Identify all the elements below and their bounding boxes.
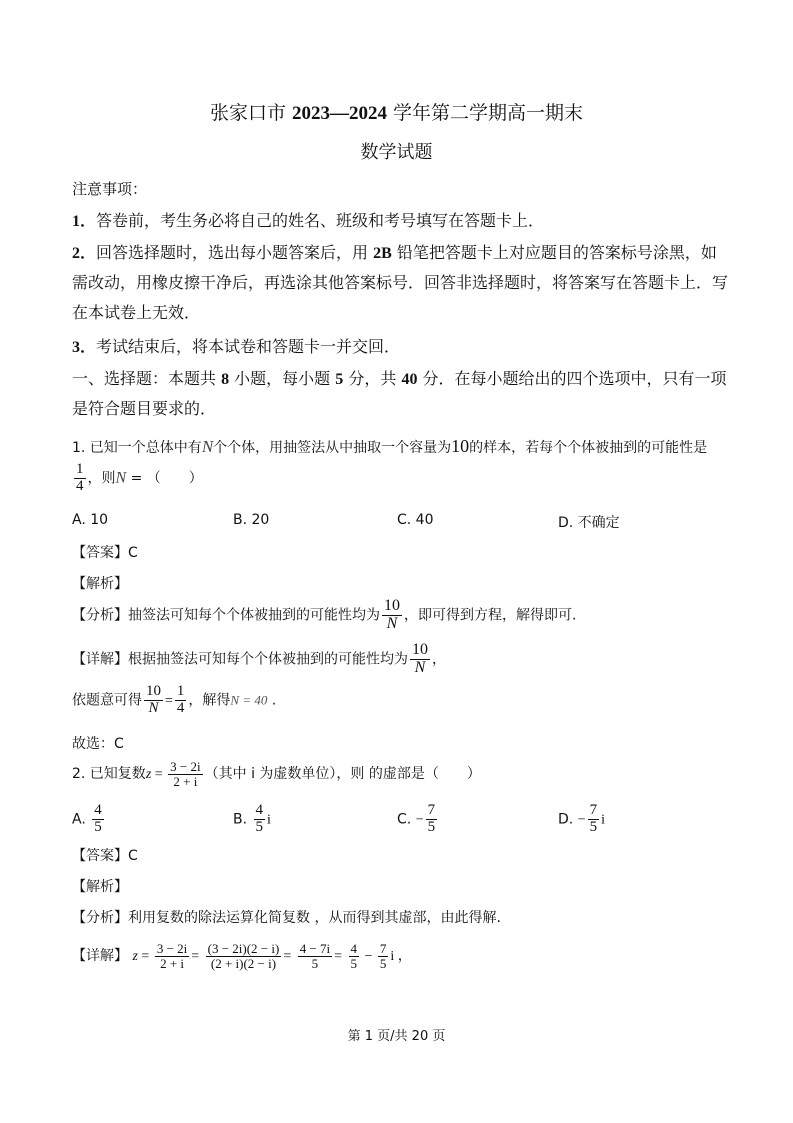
title-year: 2023—2024 [292, 103, 387, 124]
question-1-analysis: 【分析】抽签法可知每个个体被抽到的可能性均为 $\frac{10}{N}$ ，即可得到方程，解得即可. [72, 597, 577, 632]
question-1-conclusion: 故选：C [72, 736, 124, 752]
notice-heading: 注意事项： [72, 180, 148, 198]
fraction-one-quarter: $\frac{1}{4}$ [176, 683, 185, 716]
fraction-complex: $\frac{3 - 2i}{2 + i}$ [170, 759, 201, 789]
question-2-option-c: C. − $\frac{7}{5}$ [397, 802, 436, 835]
fraction-ten-over-n: $\frac{10}{N}$ [384, 597, 400, 632]
notice-item-2-line-3: 在本试卷上无效． [72, 303, 201, 322]
question-1-option-d: D. 不确定 [558, 515, 620, 531]
question-1-option-a: A. 10 [72, 512, 109, 528]
question-2-option-d: D. − $\frac{7}{5}$ i [558, 802, 605, 835]
question-2-option-b: B. $\frac{4}{5}$ i [233, 802, 271, 835]
question-1-detail: 【详解】根据抽签法可知每个个体被抽到的可能性均为 $\frac{10}{N}$ ， [72, 641, 446, 676]
exam-subtitle: 数学试题 [360, 142, 433, 163]
notice-item-2: 2．回答选择题时，选出每小题答案后，用 2B 铅笔把答题卡上对应题目的答案标号涂黑，如 [72, 243, 717, 262]
fraction-ten-over-n: $\frac{10}{N}$ [146, 683, 161, 716]
notice-item-2-line-2: 需改动，用橡皮擦干净后，再选涂其他答案标号．回答非选择题时，将答案写在答题卡上．写 [72, 273, 729, 292]
page-footer: 第 1 页/共 20 页 [347, 1029, 446, 1044]
title-city: 张家口市 [209, 102, 292, 124]
question-1-option-b: B. 20 [233, 512, 270, 528]
section-1-heading-line-2: 是符合题目要求的． [72, 399, 217, 418]
question-1-option-c: C. 40 [397, 512, 434, 528]
exam-title [0, 98, 793, 125]
question-2-solution-label: 【解析】 [72, 879, 128, 895]
question-1-answer: 【答案】C [72, 545, 138, 561]
question-1-stem: 1. 已知一个总体中有N个个体，用抽签法从中抽取一个容量为10的样本，若每个个体被抽到的可能性是 [72, 436, 708, 456]
question-2-option-a: A. $\frac{4}{5}$ [72, 802, 102, 835]
fraction-one-quarter: $\frac{1}{4}$ [76, 461, 84, 494]
question-2-stem: 2. 已知复数z = $\frac{3 - 2i}{2 + i}$ （其中 i 为虚数单位），则 的虚部是（ ） [72, 759, 481, 789]
question-1-stem-line-2: $\frac{1}{4}$ ，则N = （ ） [76, 461, 203, 494]
question-2-analysis: 【分析】利用复数的除法运算化简复数 ，从而得到其虚部，由此得解. [72, 910, 501, 926]
question-2-detail: 【详解】 z = $\frac{3 - 2i}{2 + i}$ = $\frac{(3 - 2i)(2 - i)}{(2 + i)(2 - i)}$ = $\frac{4 - 7i}{5}$ = $\frac{4}{5}$ − $\frac{7}{5}$ i ， [72, 941, 412, 971]
notice-item-1: 1．答卷前，考生务必将自己的姓名、班级和考号填写在答题卡上． [72, 211, 545, 230]
question-2-answer: 【答案】C [72, 848, 138, 864]
question-1-equation: 依题意可得 $\frac{10}{N}$ = $\frac{1}{4}$ ，解得N = 40 . [72, 683, 277, 716]
section-1-heading: 一、选择题：本题共 8 小题，每小题 5 分，共 40 分．在每小题给出的四个选项中，只有一项 [72, 369, 727, 388]
fraction-ten-over-n: $\frac{10}{N}$ [412, 641, 428, 676]
notice-item-3: 3．考试结束后，将本试卷和答题卡一并交回． [72, 337, 401, 356]
question-1-solution-label: 【解析】 [72, 576, 128, 592]
title-term: 学年第二学期高一期末 [387, 102, 584, 124]
